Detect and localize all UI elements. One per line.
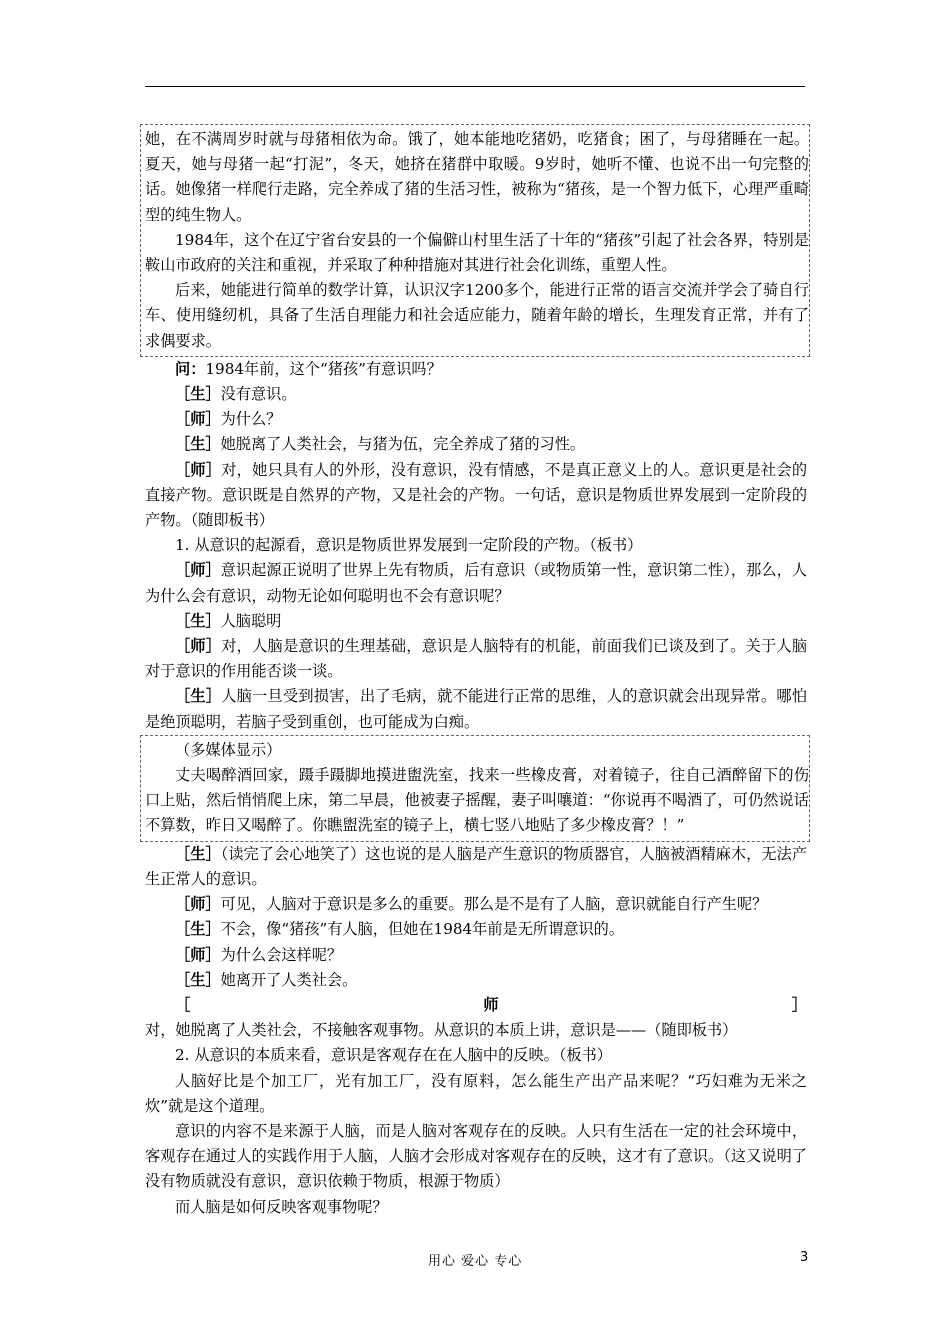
dialogue-text: 为什么？ xyxy=(220,410,282,429)
speaker-tag: ［生］ xyxy=(175,970,221,989)
speaker-tag: 问： xyxy=(175,359,206,378)
dialogue-text: 可见，人脑对于意识是多么的重要。那么是不是有了人脑，意识就能自行产生呢？ xyxy=(220,895,768,914)
dialogue-text: 意识起源正说明了世界上先有物质，后有意识（或物质第一性，意识第二性），那么，人为什么会有意识，动物无论如何聪明也不会有意识呢？ xyxy=(145,561,808,605)
dialogue-text: 人脑好比是个加工厂，光有加工厂，没有原料，怎么能生产出产品来呢？“巧妇难为无米之炊”就是这个道理。 xyxy=(145,1071,807,1115)
page-number: 3 xyxy=(800,1250,809,1265)
dialogue-text: 对，她脱离了人类社会，不接触客观事物。从意识的本质上讲，意识是——（随即板书） xyxy=(145,1021,738,1040)
speaker-tag: ［师］ xyxy=(175,945,221,964)
dialogue-text: 人脑一旦受到损害，出了毛病，就不能进行正常的思维，人的意识就会出现异常。哪怕是绝顶聪明，若脑子受到重创，也可能成为白痴。 xyxy=(145,687,808,731)
dialogue-line xyxy=(145,357,807,382)
dialogue-text: 不会，像“猪孩”有人脑，但她在1984年前是无所谓意识的。 xyxy=(220,920,625,939)
dialogue-line xyxy=(145,432,807,457)
dialogue-text: 对，人脑是意识的生理基础，意识是人脑特有的机能，前面我们已谈及到了。关于人脑对于意识的作用能否谈一谈。 xyxy=(145,637,808,681)
dialogue-text: 为什么会这样呢？ xyxy=(220,945,343,964)
speaker-tag: ［师］ xyxy=(175,895,221,914)
footer-motto: 用心 爱心 专心 xyxy=(428,1254,523,1269)
speaker-tag: ［生］ xyxy=(175,920,221,939)
speaker-tag: ［生］ xyxy=(175,435,221,454)
speaker-tag: ［师］ xyxy=(175,410,221,429)
speaker-tag: ［生］ xyxy=(175,385,221,404)
dialogue-line xyxy=(145,609,807,634)
case-paragraph: 后来，她能进行简单的数学计算，认识汉字1200多个，能进行正常的语言交流并学会了骑自行车、使用缝纫机，具备了生活自理能力和社会适应能力，随着年龄的增长，生理发育正常，并有了求偶要求。 xyxy=(145,281,809,350)
dialogue-section-1 xyxy=(145,357,807,735)
dialogue-line xyxy=(145,968,807,993)
dialogue-line xyxy=(145,458,807,534)
speaker-tag: ［师］ xyxy=(175,460,222,479)
dialogue-line xyxy=(145,684,807,734)
dialogue-text: 人脑聪明 xyxy=(220,611,282,630)
dialogue-line xyxy=(145,842,807,892)
body-paragraph xyxy=(145,1119,807,1195)
dialogue-line xyxy=(145,407,807,432)
dialogue-text: 2. 从意识的本质来看，意识是客观存在在人脑中的反映。（板书） xyxy=(175,1046,612,1065)
board-note xyxy=(145,1043,807,1068)
dialogue-line xyxy=(145,634,807,684)
speaker-tag: ［生］ xyxy=(175,611,221,630)
speaker-tag: ［生］ xyxy=(175,844,221,863)
header-rule xyxy=(145,86,805,87)
dialogue-text: 1984年前，这个“猪孩”有意识吗？ xyxy=(205,359,442,378)
dialogue-text: 没有意识。 xyxy=(220,385,297,404)
dialogue-line xyxy=(145,892,807,917)
dialogue-line xyxy=(145,382,807,407)
case-paragraph: （多媒体显示） xyxy=(175,740,282,759)
body-paragraph xyxy=(145,1195,807,1220)
dialogue-line xyxy=(145,917,807,942)
speaker-tag: ［师］ xyxy=(175,561,221,580)
case-paragraph: 丈夫喝醉酒回家，蹑手蹑脚地摸进盥洗室，找来一些橡皮膏，对着镜子，往自己酒醉留下的伤口上贴，然后悄悄爬上床，第二早晨，他被妻子摇醒，妻子叫嚷道：“你说再不喝酒了，可仍然说话不算数，昨日又喝醉了。你瞧盥洗室的镜子上，横七竖八地贴了多少橡皮膏？！” xyxy=(145,766,809,835)
board-note xyxy=(145,533,807,558)
dialogue-text: 她脱离了人类社会，与猪为伍，完全养成了猪的习性。 xyxy=(220,435,586,454)
page-body xyxy=(145,124,807,1220)
speaker-tag: ［生］ xyxy=(175,687,222,706)
dialogue-text: 她离开了人类社会。 xyxy=(220,970,358,989)
dialogue-line xyxy=(145,943,807,968)
case-paragraph: 1984年，这个在辽宁省台安县的一个偏僻山村里生活了十年的“猪孩”引起了社会各界，特别是鞍山市政府的关注和重视，并采取了种种措施对其进行社会化训练，重塑人性。 xyxy=(145,230,809,275)
body-paragraph xyxy=(145,1069,807,1119)
dialogue-section-2 xyxy=(145,842,807,1220)
dialogue-line xyxy=(145,993,807,1043)
case-box-multimedia xyxy=(140,735,810,842)
dialogue-text: 意识的内容不是来源于人脑，而是人脑对客观存在的反映。人只有生活在一定的社会环境中，客观存在通过人的实践作用于人脑，人脑才会形成对客观存在的反映，这才有了意识。（这又说明了没有物质就没有意识，意识依赖于物质，根源于物质） xyxy=(145,1121,807,1191)
speaker-tag: ［师］ xyxy=(175,637,222,656)
dialogue-text: 1. 从意识的起源看，意识是物质世界发展到一定阶段的产物。（板书） xyxy=(175,536,643,555)
dialogue-line xyxy=(145,558,807,608)
dialogue-text: （读完了会心地笑了）这也说的是人脑是产生意识的物质器官，人脑被酒精麻木，无法产生正常人的意识。 xyxy=(145,844,808,888)
case-paragraph: 她，在不满周岁时就与母猪相依为命。饿了，她本能地吃猪奶，吃猪食；困了，与母猪睡在一起。夏天，她与母猪一起“打泥”，冬天，她挤在猪群中取暖。9岁时，她听不懂、也说不出一句完整的话。她像猪一样爬行走路，完全养成了猪的生活习性，被称为“猪孩，是一个智力低下，心理严重畸型的纯生物人。 xyxy=(145,130,809,224)
dialogue-text: 对，她只具有人的外形，没有意识，没有情感，不是真正意义上的人。意识更是社会的直接产物。意识既是自然界的产物，又是社会的产物。一句话，意识是物质世界发展到一定阶段的产物。（随即板书） xyxy=(145,460,808,530)
speaker-tag: ［师］ xyxy=(175,995,807,1014)
dialogue-text: 而人脑是如何反映客观事物呢？ xyxy=(175,1197,388,1216)
case-box-pig-girl xyxy=(140,124,810,357)
